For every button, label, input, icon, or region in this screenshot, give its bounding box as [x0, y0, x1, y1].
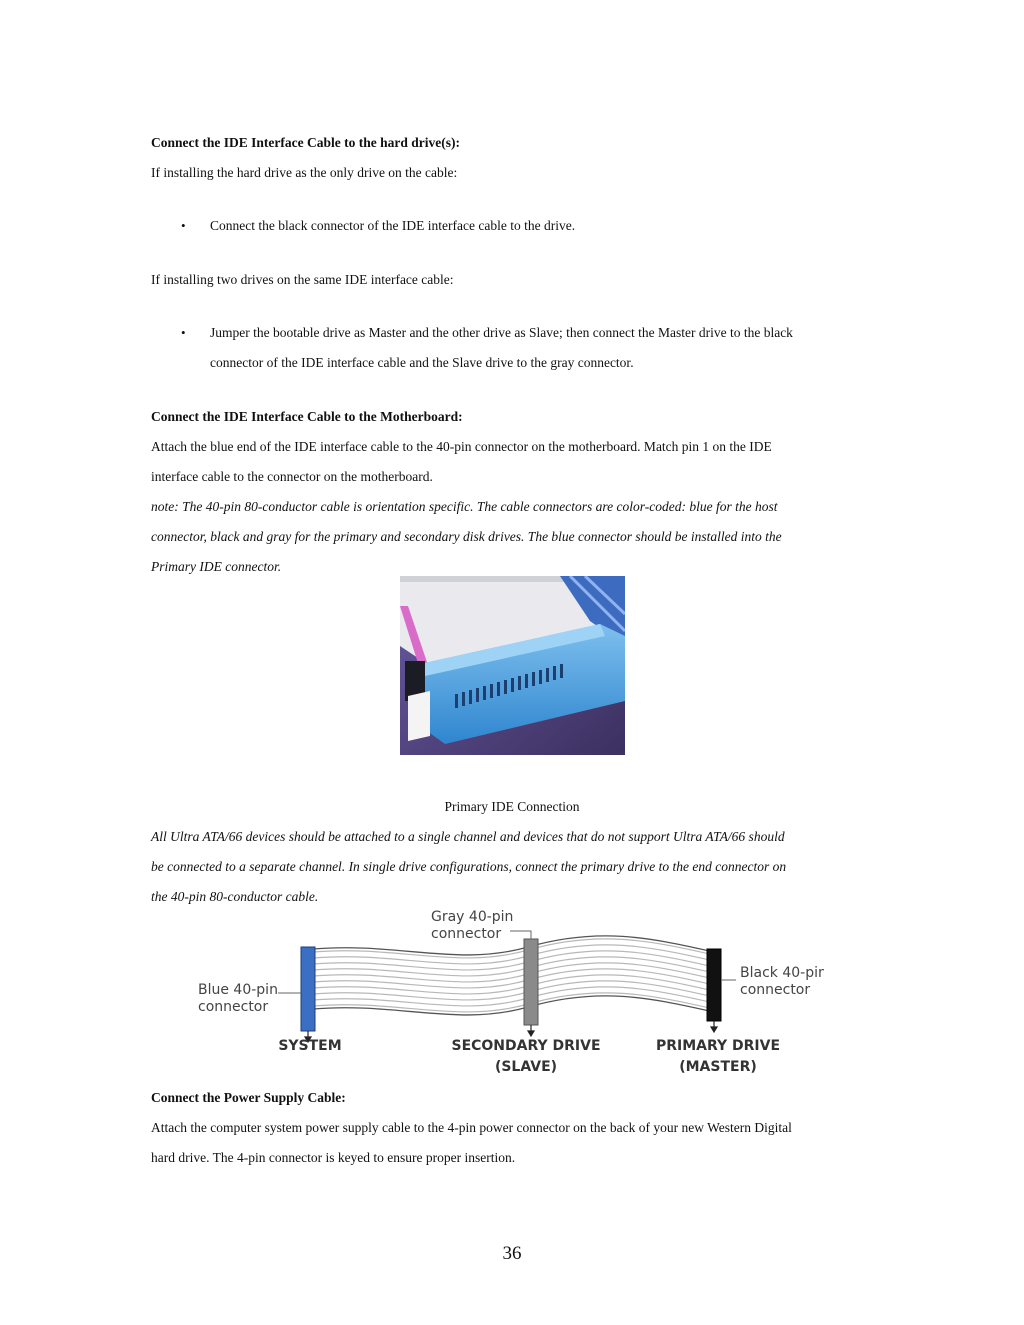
blue-connector-label-2: connector [198, 999, 269, 1015]
heading-power-supply: Connect the Power Supply Cable: [151, 1090, 346, 1105]
note-line3: Primary IDE connector. [151, 559, 282, 574]
heading-hard-drive-cable: Connect the IDE Interface Cable to the hard drive(s): [151, 135, 460, 150]
paragraph-power-line2: hard drive. The 4-pin connector is keyed to ensure proper insertion. [151, 1150, 516, 1165]
bullet-item-single-drive: Connect the black connector of the IDE interface cable to the drive. [210, 218, 576, 233]
slave-label: (SLAVE) [494, 1059, 558, 1075]
page-number: 36 [502, 1243, 522, 1264]
black-connector-label-1: Black 40-pin [740, 965, 824, 981]
master-label: (MASTER) [679, 1059, 757, 1075]
secondary-drive-label: SECONDARY DRIVE [451, 1038, 601, 1054]
ultra-ata-line2: be connected to a separate channel. In single drive configurations, connect the primary drive to the end connector on [151, 859, 787, 874]
ide-connector-photo [400, 576, 625, 755]
ultra-ata-line3: the 40-pin 80-conductor cable. [151, 889, 319, 904]
black-connector-label-2: connector [740, 982, 811, 998]
blue-connector-label-1: Blue 40-pin [198, 982, 278, 998]
paragraph-motherboard-line2: interface cable to the connector on the motherboard. [151, 469, 433, 484]
note-line2: connector, black and gray for the primary and secondary disk drives. The blue connector should be installed into the [151, 529, 782, 544]
paragraph-two-drives-intro: If installing two drives on the same IDE interface cable: [151, 272, 454, 287]
paragraph-power-line1: Attach the computer system power supply cable to the 4-pin power connector on the back of your new Western Digital [151, 1120, 792, 1135]
bullet-dot: • [181, 325, 186, 340]
paragraph-single-drive-intro: If installing the hard drive as the only drive on the cable: [151, 165, 458, 180]
figure-caption: Primary IDE Connection [444, 799, 580, 814]
gray-connector-label-2: connector [431, 926, 502, 942]
primary-drive-label: PRIMARY DRIVE [655, 1038, 781, 1054]
bullet-item-two-drives-line1: Jumper the bootable drive as Master and the other drive as Slave; then connect the Master drive to the black [210, 325, 793, 340]
note-line1: note: The 40-pin 80-conductor cable is orientation specific. The cable connectors are color-coded: blue for the host [151, 499, 778, 514]
ultra-ata-line1: All Ultra ATA/66 devices should be attached to a single channel and devices that do not support Ultra ATA/66 should [151, 829, 785, 844]
ide-cable-diagram [198, 905, 824, 1078]
system-label: SYSTEM [278, 1038, 342, 1054]
paragraph-motherboard-line1: Attach the blue end of the IDE interface cable to the 40-pin connector on the motherboard. Match pin 1 on the IDE [151, 439, 772, 454]
gray-connector-label-1: Gray 40-pin [431, 909, 514, 925]
heading-motherboard-cable: Connect the IDE Interface Cable to the Motherboard: [151, 409, 463, 424]
bullet-dot: • [181, 218, 186, 233]
bullet-item-two-drives-line2: connector of the IDE interface cable and the Slave drive to the gray connector. [210, 355, 634, 370]
